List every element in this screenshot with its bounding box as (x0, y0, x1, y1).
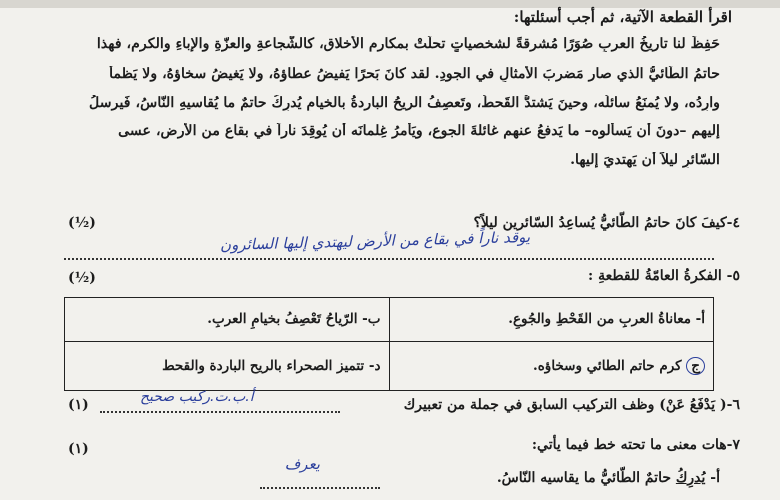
question-4: ٤-كيفَ كانَ حاتمُ الطّائيُّ يُساعِدُ السّائرين ليلاً؟ (473, 215, 740, 231)
item-a-rest: حاتمٌ الطّائيُّ ما يقاسيه النّاسُ. (496, 470, 676, 486)
question-7-answer-line (260, 487, 380, 489)
option-a: أ- معاناةُ العربِ من القَحْطِ والجُوعِ. (389, 298, 714, 342)
question-6-mark: (١) (68, 397, 89, 413)
question-5: ٥- الفكرةُ العامّةُ للقطعةِ : (588, 268, 740, 284)
passage-line-3: وارِدُه، ولا يُمنَعُ سائلُه، وحينَ يَشتدُّ القَحطُ، وتَعصِفُ الريحُ الباردةُ بالخيامِ يُدرِكُ حاتمٌ ما يُقاسيهِ النّاسُ، فَيرسلُ (89, 95, 720, 111)
question-7-handwritten-answer: يعرف (284, 455, 320, 473)
item-a-underlined-word: يُدرِكُ (675, 470, 706, 486)
passage-line-2: حاتمُ الطّائيُّ الذي صار مَضربَ الأمثالِ في الجودِ. لقد كانَ بَحرًا يَفيضُ عطاؤهُ، ولا يَغيضُ سخاؤهُ، ولا يَظمأُ (109, 66, 720, 82)
question-5-options-table (64, 297, 714, 391)
passage-line-4: إليهم –دونَ أن يَسألوه– ما يَدفعُ عنهم غائلةَ الجوعِ، ويَأمرُ غِلمانَه أن يُوقِدَ ناراً في بقاعٍ من الأرضِ، عسى (118, 123, 720, 139)
top-scan-edge (0, 0, 780, 8)
option-d: د- تتميز الصحراء بالريح الباردة والقحط (65, 341, 390, 390)
passage-line-5: السّائرِ ليلاً أن يَهتديَ إليها. (570, 152, 720, 168)
question-7-mark: (١) (68, 441, 89, 457)
question-4-answer-line (64, 258, 714, 260)
option-c-circled-label: ج (686, 357, 705, 375)
question-6: ٦-( يَدْفَعُ عَنْ) وظف التركيب السابق في جملة من تعبيرك (403, 397, 740, 413)
question-5-mark: (½) (68, 270, 96, 286)
option-c-text: كرم حاتم الطائي وسخاؤه. (533, 357, 682, 374)
option-b: ب- الرّياحُ تَعْصِفُ بخيامِ العربِ. (65, 298, 390, 342)
question-4-handwritten-answer: يوقد ناراً في بقاع من الأرض ليهتدي إليها السائرون (219, 227, 531, 255)
question-7-item-a (497, 470, 720, 486)
option-c (389, 341, 714, 390)
question-6-handwritten-answer: أ.ب.ت.ركيب صحيح (140, 389, 254, 405)
passage-line-1: حَفِظَ لنا تاريخُ العربِ صُوَرًا مُشرقةً لشخصياتٍ تحلّتْ بمكارمِ الأخلاقِ، كالشّجاعةِ والعزّةِ والإباءِ والكرمِ، فهذا (96, 36, 720, 52)
reading-instruction: اقرأ القطعة الآتية، ثم أجب أسئلتها: (513, 8, 732, 26)
question-4-mark: (½) (68, 215, 96, 231)
item-a-prefix: أ- (705, 470, 720, 486)
question-7: ٧-هات معنى ما تحته خط فيما يأتي: (531, 437, 740, 453)
question-6-answer-line (100, 411, 340, 413)
